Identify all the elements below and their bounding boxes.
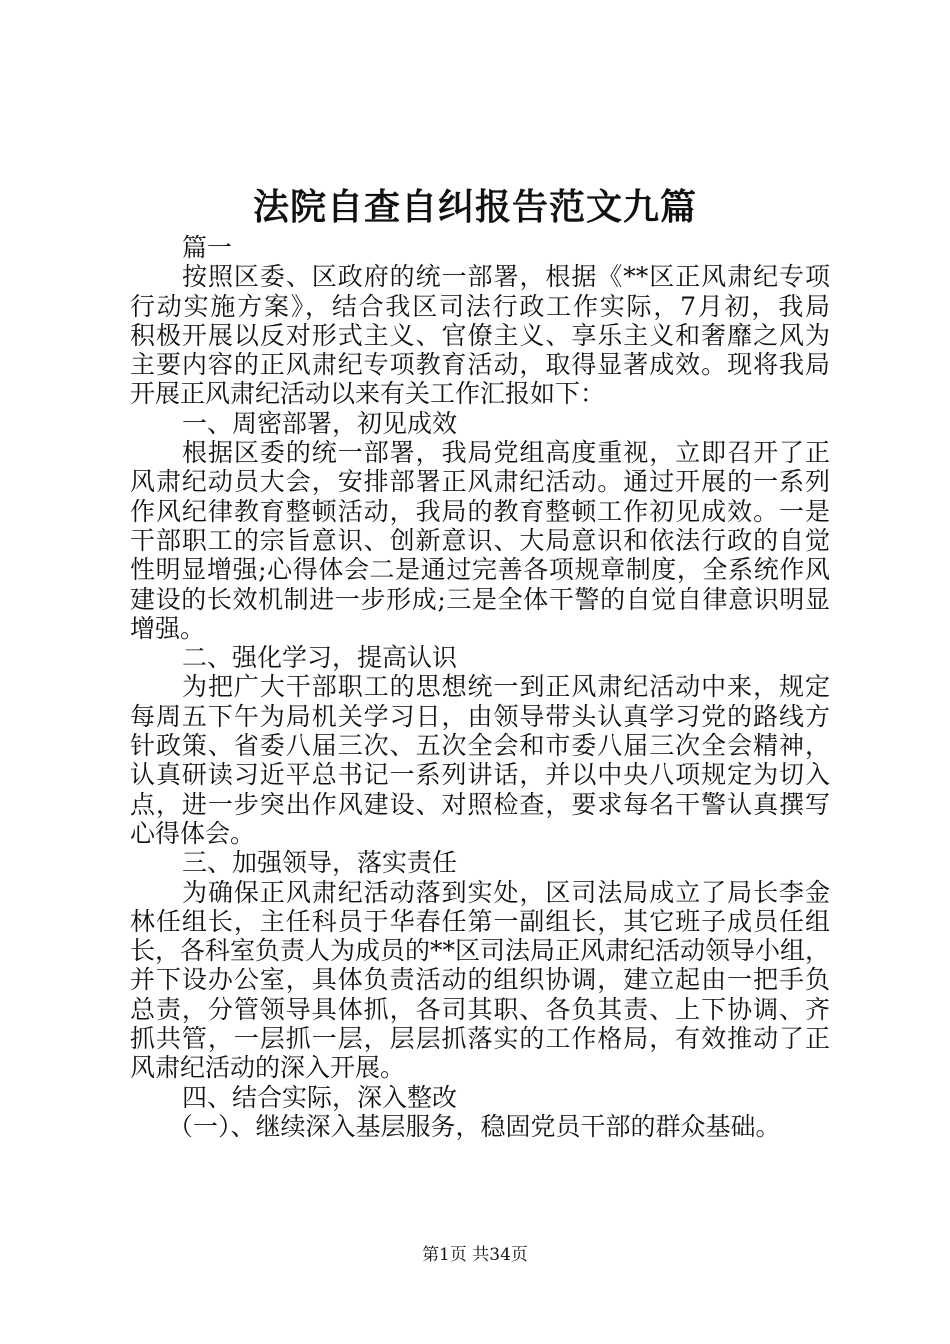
paragraph-line: 总责，分管领导具体抓，各司其职、各负其责、上下协调、齐: [130, 994, 830, 1024]
document-body: [130, 233, 830, 1141]
paragraph-line: 针政策、省委八届三次、五次全会和市委八届三次全会精神，: [130, 731, 830, 761]
paragraph-line: 风肃纪动员大会，安排部署正风肃纪活动。通过开展的一系列: [130, 467, 830, 497]
paragraph-line: 为把广大干部职工的思想统一到正风肃纪活动中来，规定: [182, 672, 830, 702]
paragraph-line: 风肃纪活动的深入开展。: [130, 1053, 406, 1083]
paragraph-line: 认真研读习近平总书记一系列讲话，并以中央八项规定为切入: [130, 760, 830, 790]
paragraph-line: 点，进一步突出作风建设、对照检查，要求每名干警认真撰写: [130, 789, 830, 819]
section-heading: 三、加强领导，落实责任: [182, 848, 458, 878]
paragraph-line: 干部职工的宗旨意识、创新意识、大局意识和依法行政的自觉: [130, 525, 830, 555]
paragraph-line: 每周五下午为局机关学习日，由领导带头认真学习党的路线方: [130, 701, 830, 731]
paragraph-line: 主要内容的正风肃纪专项教育活动，取得显著成效。现将我局: [130, 350, 830, 380]
paragraph-line: 行动实施方案》，结合我区司法行政工作实际，7月初，我局: [130, 291, 830, 321]
paragraph-line: 性明显增强;心得体会二是通过完善各项规章制度，全系统作风: [130, 555, 830, 585]
paragraph-line: 根据区委的统一部署，我局党组高度重视，立即召开了正: [182, 438, 830, 468]
paragraph-line: 增强。: [130, 613, 206, 643]
paragraph-line: 心得体会。: [130, 818, 256, 848]
paragraph-line: 开展正风肃纪活动以来有关工作汇报如下：: [130, 379, 606, 409]
paragraph-line: 林任组长，主任科员于华春任第一副组长，其它班子成员任组: [130, 906, 830, 936]
section-heading: 二、强化学习，提高认识: [182, 643, 458, 673]
section-heading: 一、周密部署，初见成效: [182, 408, 458, 438]
section-heading: 四、结合实际，深入整改: [182, 1082, 458, 1112]
paragraph-line: 积极开展以反对形式主义、官僚主义、享乐主义和奢靡之风为: [130, 320, 830, 350]
paragraph-line: 抓共管，一层抓一层，层层抓落实的工作格局，有效推动了正: [130, 1024, 830, 1054]
paragraph-line: 并下设办公室，具体负责活动的组织协调，建立起由一把手负: [130, 965, 830, 995]
paragraph-line: 长，各科室负责人为成员的**区司法局正风肃纪活动领导小组，: [130, 936, 830, 966]
document-title: 法院自查自纠报告范文九篇: [252, 186, 697, 228]
page-footer: 第1页 共34页: [422, 1245, 528, 1265]
paragraph-line: （一）、继续深入基层服务，稳固党员干部的群众基础。: [168, 1111, 781, 1141]
paragraph-line: 建设的长效机制进一步形成;三是全体干警的自觉自律意识明显: [130, 584, 830, 614]
paragraph-line: 按照区委、区政府的统一部署，根据《**区正风肃纪专项: [182, 262, 830, 292]
paragraph-line: 为确保正风肃纪活动落到实处，区司法局成立了局长李金: [182, 877, 830, 907]
paragraph-line: 作风纪律教育整顿活动，我局的教育整顿工作初见成效。一是: [130, 496, 830, 526]
section-heading: 篇一: [182, 233, 233, 262]
